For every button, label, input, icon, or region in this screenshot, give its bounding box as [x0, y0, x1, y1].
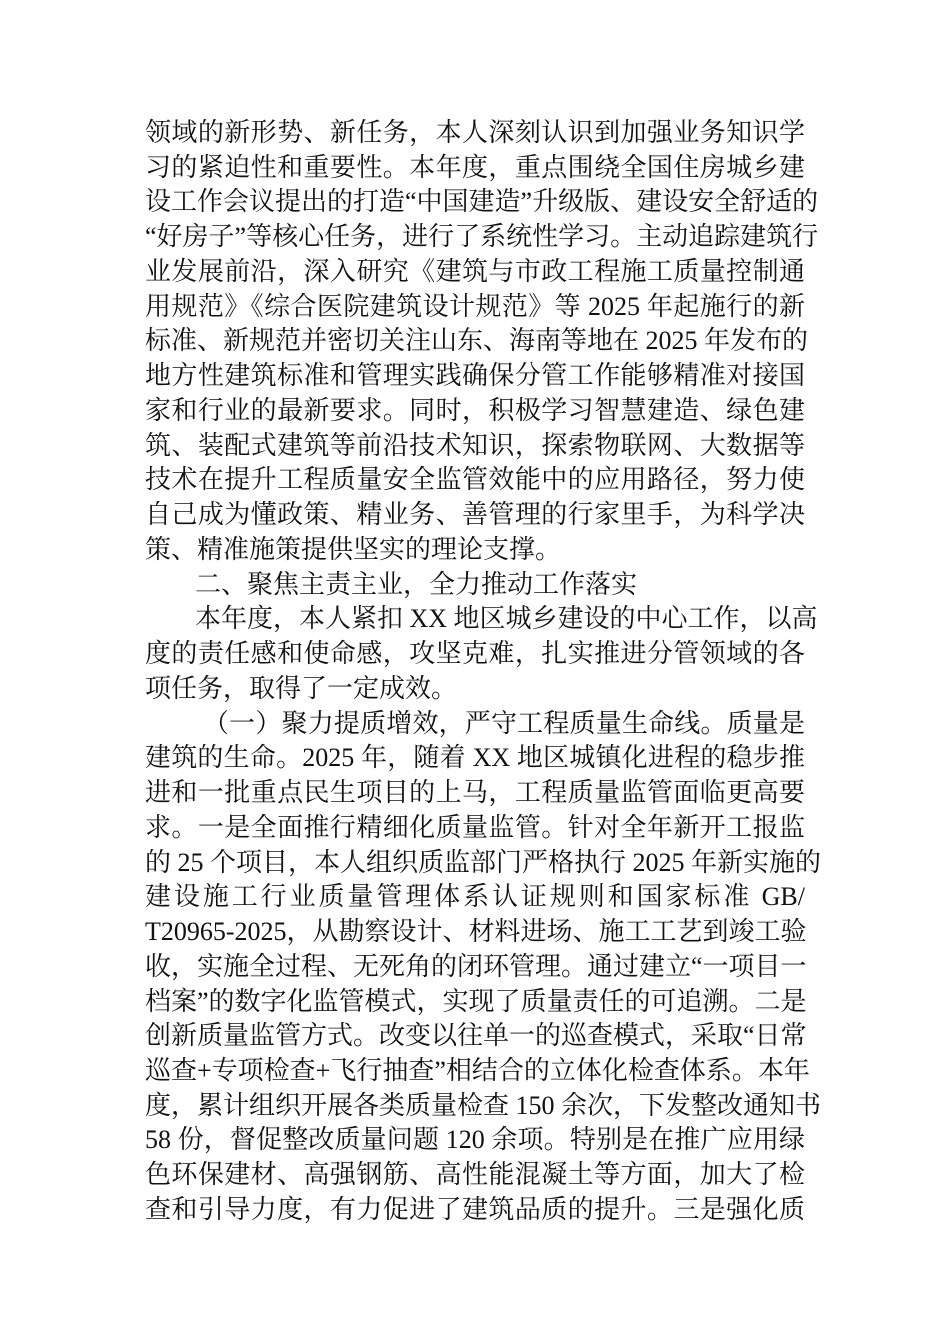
text-line: 策、精准施策提供坚实的理论支撑。: [145, 534, 562, 564]
section-heading: 二、聚焦主责主业，全力推动工作落实: [195, 569, 638, 600]
text-line: 地方性建筑标准和管理实践确保分管工作能够精准对接国: [145, 361, 805, 391]
text-line: 领域的新形势、新任务，本人深刻认识到加强业务知识学: [145, 118, 805, 147]
text-line: 进和一批重点民生项目的上马，工程质量监管面临更高要: [145, 778, 805, 808]
text-line: 巡查+专项检查+飞行抽查”相结合的立体化检查体系。本年: [145, 1055, 810, 1085]
text-line: 本年度，本人紧扣 XX 地区城乡建设的中心工作，以高: [195, 604, 818, 634]
text-line: 技术在提升工程质量安全监管效能中的应用路径，努力使: [145, 465, 805, 495]
text-line: 58 份，督促整改质量问题 120 余项。特别是在推广应用绿: [145, 1125, 805, 1155]
text-line: 设工作会议提出的打造“中国建造”升级版、建设安全舒适的: [145, 187, 819, 217]
text-line: 习的紧迫性和重要性。本年度，重点围绕全国住房城乡建: [145, 152, 805, 182]
text-line: 项任务，取得了一定成效。: [145, 673, 458, 703]
text-line: 业发展前沿，深入研究《建筑与市政工程施工质量控制通: [145, 256, 805, 286]
text-line: 求。一是全面推行精细化质量监管。针对全年新开工报监: [145, 812, 805, 842]
text-line: 度的责任感和使命感，攻坚克难，扎实推进分管领域的各: [145, 639, 805, 669]
text-line: （一）聚力提质增效，严守工程质量生命线。质量是: [203, 708, 805, 738]
text-line: 家和行业的最新要求。同时，积极学习智慧建造、绿色建: [145, 395, 805, 425]
text-line: 查和引导力度，有力促进了建筑品质的提升。三是强化质: [145, 1194, 805, 1224]
text-line: 色环保建材、高强钢筋、高性能混凝土等方面，加大了检: [145, 1160, 805, 1190]
text-line: 筑、装配式建筑等前沿技术知识，探索物联网、大数据等: [145, 430, 805, 460]
text-line: 建设施工行业质量管理体系认证规则和国家标准 GB/: [145, 882, 805, 912]
text-line: T20965-2025，从勘察设计、材料进场、施工工艺到竣工验: [145, 917, 807, 947]
text-line: 度，累计组织开展各类质量检查 150 余次，下发整改通知书: [145, 1090, 822, 1120]
text-line: 收，实施全过程、无死角的闭环管理。通过建立“一项目一: [145, 951, 807, 981]
text-line: 档案”的数字化监管模式，实现了质量责任的可追溯。二是: [145, 986, 807, 1016]
text-line: 标准、新规范并密切关注山东、海南等地在 2025 年发布的: [145, 326, 809, 356]
text-line: 自己成为懂政策、精业务、善管理的行家里手，为科学决: [145, 500, 805, 530]
text-line: 的 25 个项目，本人组织质监部门严格执行 2025 年新实施的: [145, 847, 822, 877]
text-line: 用规范》《综合医院建筑设计规范》等 2025 年起施行的新: [145, 291, 805, 321]
text-line: “好房子”等核心任务，进行了系统性学习。主动追踪建筑行: [145, 222, 819, 252]
text-line: 建筑的生命。2025 年，随着 XX 地区城镇化进程的稳步推: [145, 743, 805, 773]
text-line: 创新质量监管方式。改变以往单一的巡查模式，采取“日常: [145, 1021, 807, 1051]
